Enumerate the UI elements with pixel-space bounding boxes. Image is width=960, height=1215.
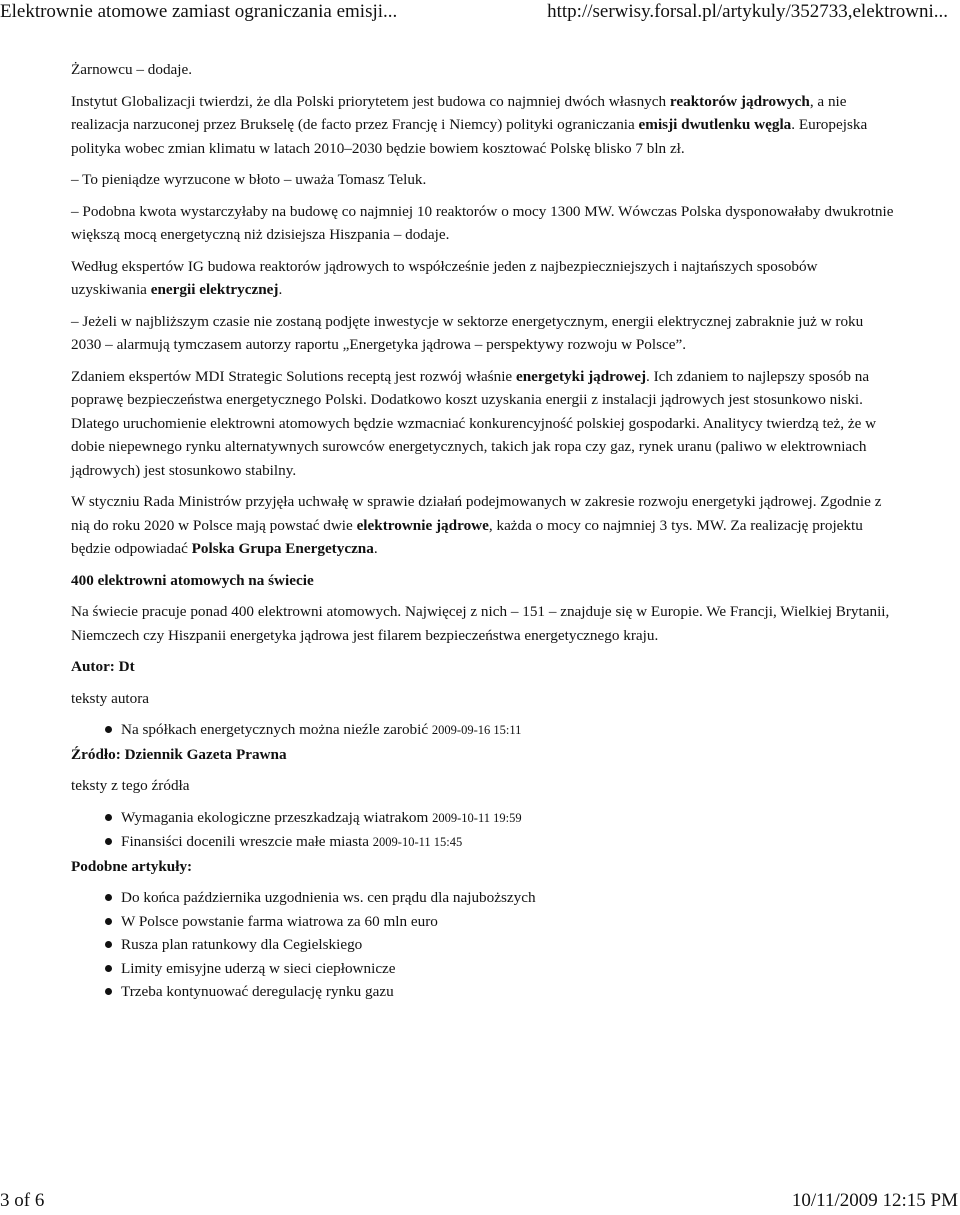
list-item[interactable] (121, 718, 896, 743)
source-articles-list (71, 806, 896, 855)
keyword-link[interactable]: reaktorów jądrowych (669, 92, 810, 110)
bullet-icon (105, 941, 112, 948)
article-paragraph: – To pieniądze wyrzucone w błoto – uważa Tomasz Teluk. (71, 171, 427, 188)
article-paragraph: – Podobna kwota wystarczyłaby na budowę co najmniej 10 reaktorów o mocy 1300 MW. Wówczas Polska dysponowałaby dwukrotnie większą mocą energetyczną niż dzisiejsza Hiszpania – dodaje. (71, 202, 894, 243)
article-subheading: 400 elektrowni atomowych na świecie (71, 571, 314, 589)
article-link[interactable]: W Polsce powstanie farma wiatrowa za 60 mln euro (121, 912, 438, 930)
list-item[interactable] (121, 957, 896, 981)
list-item[interactable] (121, 830, 896, 855)
article-link[interactable]: Finansiści docenili wreszcie małe miasta (121, 833, 369, 850)
author-articles-list (71, 718, 896, 743)
bullet-icon (105, 814, 112, 821)
keyword-link[interactable]: energii elektrycznej (150, 281, 279, 298)
bullet-icon (105, 965, 112, 972)
author-heading: Autor: Dt (71, 658, 135, 675)
article-link[interactable]: Na spółkach energetycznych można nieźle zarobić (121, 721, 429, 738)
article-paragraph: – Jeżeli w najbliższym czasie nie zostaną podjęte inwestycje w sektorze energetycznym, energii elektrycznej zabraknie już w roku 2030 – alarmują tymczasem autorzy raportu „Energetyka jądrowa – perspektywy rozwoju w Polsce”. (71, 312, 864, 353)
list-item[interactable] (121, 886, 896, 910)
page-header-url: http://serwisy.forsal.pl/artykuly/352733,elektrowni... (547, 1, 948, 22)
keyword-link[interactable]: emisji dwutlenku węgla (638, 116, 792, 133)
bullet-icon (105, 988, 112, 995)
article-content (71, 58, 896, 1004)
similar-articles-list (71, 886, 896, 1004)
bullet-icon (105, 726, 112, 733)
author-texts-label: teksty autora (71, 689, 150, 707)
bullet-icon (105, 918, 112, 925)
print-datetime: 10/11/2009 12:15 PM (791, 1190, 958, 1211)
source-texts-label: teksty z tego źródła (71, 777, 190, 794)
article-paragraph: Instytut Globalizacji twierdzi, że dla Polski priorytetem jest budowa co najmniej dwóch własnych reaktorów jądrowych, a nie realizacja narzuconej przez Brukselę (de facto przez Francję i Niemcy) polityki ograniczania emisji dwutlenku węgla. Europejska polityka wobec zmian klimatu w latach 2010–2030 będzie bowiem kosztować Polskę blisko 7 bln zł. (71, 92, 868, 157)
page-header-title: Elektrownie atomowe zamiast ograniczania emisji... (0, 1, 398, 22)
bullet-icon (105, 838, 112, 845)
list-item[interactable] (121, 806, 896, 831)
article-link[interactable]: Wymagania ekologiczne przeszkadzają wiatrakom (121, 808, 429, 826)
article-date: 2009-10-11 15:45 (372, 835, 463, 849)
list-item[interactable] (121, 910, 896, 934)
article-link[interactable]: Trzeba kontynuować deregulację rynku gazu (121, 983, 394, 1000)
article-paragraph: Żarnowcu – dodaje. (71, 61, 193, 78)
article-date: 2009-10-11 19:59 (432, 810, 522, 825)
article-paragraph: Zdaniem ekspertów MDI Strategic Solutions receptą jest rozwój właśnie energetyki jądrowej. Ich zdaniem to najlepszy sposób na poprawę bezpieczeństwa energetycznego Polski. Dodatkowo koszt uzyskania energii z instalacji jądrowych jest stosunkowo niski. Dlatego uruchomienie elektrowni atomowych będzie wzmacniać konkurencyjność polskiej gospodarki. Analitycy twierdzą też, że w dobie niepewnego rynku alternatywnych surowców energetycznych, takich jak ropa czy gaz, rynek uranu (paliwo w elektrowniach jądrowych) jest stosunkowo stabilny. (71, 367, 877, 479)
list-item[interactable] (121, 980, 896, 1004)
keyword-link[interactable]: Polska Grupa Energetyczna (191, 540, 374, 557)
page-number: 3 of 6 (0, 1190, 45, 1211)
source-heading: Źródło: Dziennik Gazeta Prawna (71, 745, 287, 763)
article-link[interactable]: Do końca października uzgodnienia ws. cen prądu dla najuboższych (121, 889, 536, 906)
article-paragraph: W styczniu Rada Ministrów przyjęła uchwałę w sprawie działań podejmowanych w zakresie rozwoju energetyki jądrowej. Zgodnie z nią do roku 2020 w Polsce mają powstać dwie elektrownie jądrowe, każda o mocy co najmniej 3 tys. MW. Za realizację projektu będzie odpowiadać Polska Grupa Energetyczna. (71, 493, 882, 557)
article-link[interactable]: Limity emisyjne uderzą w sieci ciepłownicze (121, 959, 396, 977)
article-paragraph: Według ekspertów IG budowa reaktorów jądrowych to współcześnie jeden z najbezpieczniejszych i najtańszych sposobów uzyskiwania energii elektrycznej. (71, 257, 818, 298)
article-date: 2009-09-16 15:11 (431, 723, 522, 737)
keyword-link[interactable]: elektrownie jądrowe (356, 516, 489, 534)
article-link[interactable]: Rusza plan ratunkowy dla Cegielskiego (121, 936, 363, 953)
bullet-icon (105, 894, 112, 901)
list-item[interactable] (121, 933, 896, 957)
similar-heading: Podobne artykuły: (71, 857, 193, 875)
keyword-link[interactable]: energetyki jądrowej (515, 367, 647, 385)
article-paragraph: Na świecie pracuje ponad 400 elektrowni atomowych. Najwięcej z nich – 151 – znajduje się w Europie. We Francji, Wielkiej Brytanii, Niemczech czy Hiszpanii energetyka jądrowa jest filarem bezpieczeństwa energetycznego kraju. (71, 603, 890, 644)
